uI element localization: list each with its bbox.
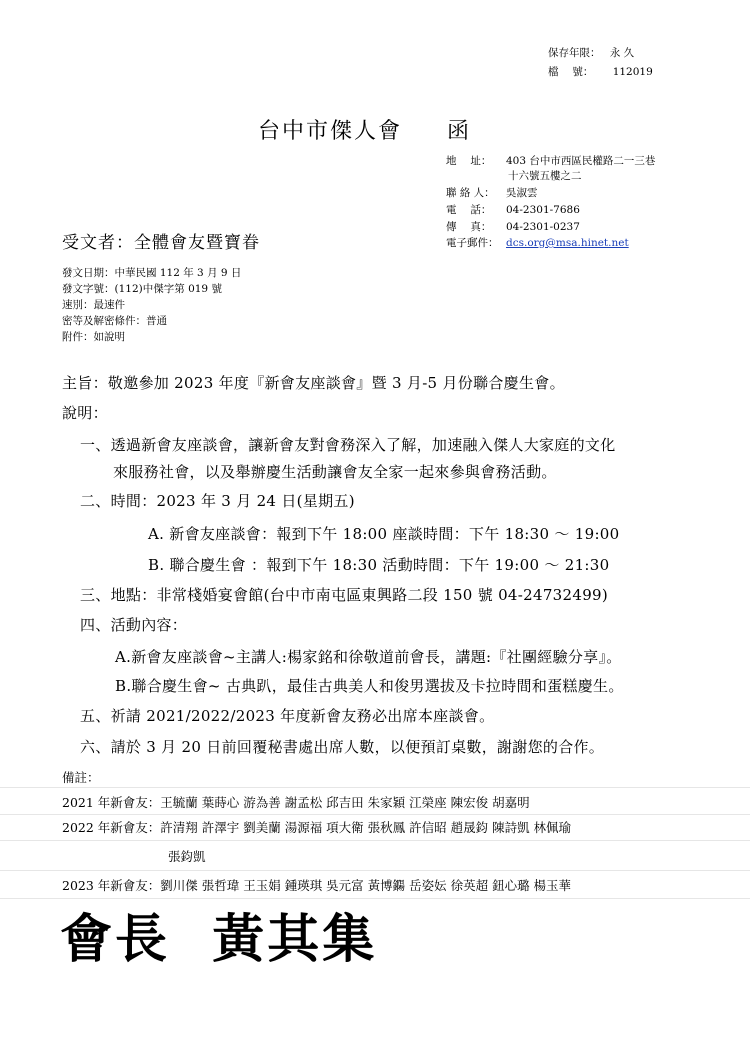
- sender-contact: [446, 186, 538, 200]
- recipient: 受文者：全體會友暨寶眷: [62, 233, 260, 253]
- issue-number: 發文字號：(112)中傑字第 019 號: [62, 283, 222, 295]
- item-four: 四、活動內容：: [80, 616, 188, 634]
- email-link[interactable]: dcs.org@msa.hinet.net: [506, 237, 629, 249]
- issue-date: 發文日期：中華民國 112 年 3 月 9 日: [62, 267, 242, 279]
- retention-label: 保存年限：: [548, 47, 601, 59]
- members-2022-cont: 張鈞凱: [168, 849, 206, 864]
- sender-phone: [446, 203, 580, 217]
- divider: [0, 787, 750, 788]
- members-2022: 2022 年新會友：許清翔 許澤宇 劉美蘭 湯源福 項大衛 張秋鳳 許信昭 趙晟鈞 陳詩凱 林佩瑜: [62, 820, 572, 835]
- org-name: 台中市傑人會: [258, 119, 403, 144]
- sender-address: [446, 154, 655, 168]
- attachment: 附件：如說明: [62, 331, 125, 343]
- item-two-a: A. 新會友座談會：報到下午 18:00 座談時間：下午 18:30 ～ 19:00: [148, 525, 620, 543]
- sender-address-line2: [508, 169, 582, 183]
- phone-label: 電 話：: [446, 204, 492, 216]
- file-number: [548, 65, 653, 79]
- email-label: 電子郵件：: [446, 237, 499, 249]
- item-five: 五、祈請 2021/2022/2023 年度新會友務必出席本座談會。: [80, 707, 495, 725]
- divider: [0, 814, 750, 815]
- address-label: 地 址：: [446, 155, 492, 167]
- divider: [0, 870, 750, 871]
- address-value-2: 十六號五樓之二: [508, 170, 582, 182]
- president-signature: 會長 黃其集: [60, 909, 378, 970]
- explain-label: 說明：: [62, 404, 108, 422]
- secrecy-level: 密等及解密條件：普通: [62, 315, 167, 327]
- contact-value: 吳淑雲: [506, 187, 538, 199]
- subject: 主旨：敬邀參加 2023 年度『新會友座談會』暨 3 月-5 月份聯合慶生會。: [62, 374, 565, 392]
- members-2023: 2023 年新會友：劉川傑 張哲瑋 王玉娟 鍾瑛琪 吳元富 黃博鐊 岳姿妘 徐英超 鈕心璐 楊玉華: [62, 878, 572, 893]
- speed-class: 速別：最速件: [62, 299, 125, 311]
- doc-type: 函: [447, 119, 472, 144]
- item-six: 六、請於 3 月 20 日前回覆秘書處出席人數，以便預訂桌數，謝謝您的合作。: [80, 738, 605, 756]
- document-title: [258, 114, 471, 145]
- address-value: 403 台中市西區民權路二一三巷: [506, 155, 656, 167]
- retention-period: [548, 46, 634, 60]
- item-two: 二、時間：2023 年 3 月 24 日(星期五): [80, 492, 355, 510]
- file-number-label: 檔 號：: [548, 66, 594, 78]
- item-two-b: B. 聯合慶生會 ：報到下午 18:30 活動時間：下午 19:00 ～ 21:30: [148, 556, 610, 574]
- contact-label: 聯 絡 人：: [446, 187, 495, 199]
- fax-value: 04-2301-0237: [506, 221, 580, 233]
- sender-fax: [446, 220, 580, 234]
- remarks-label: 備註：: [62, 770, 100, 785]
- item-four-a: A.新會友座談會~主講人:楊家銘和徐敬道前會長，講題:『社團經驗分享』。: [115, 648, 622, 666]
- retention-value: 永 久: [609, 47, 635, 59]
- divider: [0, 898, 750, 899]
- item-one-line1: 一、透過新會友座談會，讓新會友對會務深入了解，加速融入傑人大家庭的文化: [80, 436, 616, 454]
- members-2021: 2021 年新會友：王毓蘭 葉蒔心 游為善 謝孟松 邱吉田 朱家穎 江榮座 陳宏俊 胡嘉明: [62, 795, 530, 810]
- fax-label: 傳 真：: [446, 221, 492, 233]
- item-four-b: B.聯合慶生會~ 古典趴，最佳古典美人和俊男選拔及卡拉時間和蛋糕慶生。: [115, 677, 624, 695]
- divider: [0, 840, 750, 841]
- item-one-line2: 來服務社會，以及舉辦慶生活動讓會友全家一起來參與會務活動。: [113, 463, 557, 481]
- item-three: 三、地點：非常棧婚宴會館(台中市南屯區東興路二段 150 號 04-24732499): [80, 586, 609, 604]
- sender-email: [446, 236, 629, 250]
- file-number-value: 112019: [612, 66, 653, 78]
- phone-value: 04-2301-7686: [506, 204, 580, 216]
